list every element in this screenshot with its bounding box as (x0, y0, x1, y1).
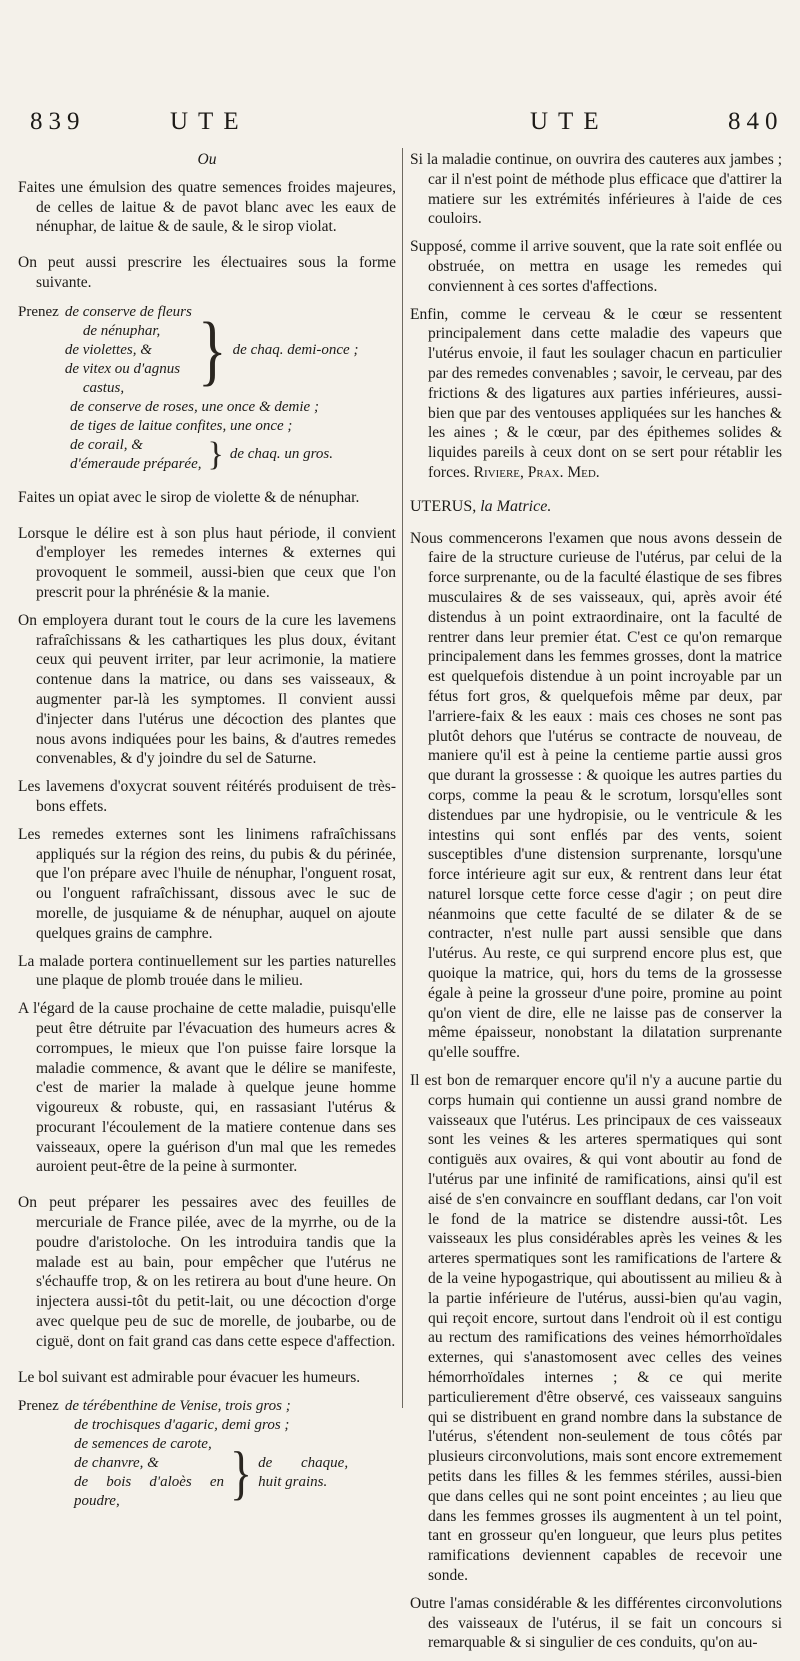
ou-line: Ou (197, 151, 217, 168)
recipe-dose: de chaq. un gros. (229, 446, 334, 463)
paragraph: A l'égard de la cause prochaine de cette maladie, puisqu'elle peut être détruite par l'évacuation des humeurs acres & corrompues, le mieux que l'on puisse faire lorsque la maladie commence, & avant que le délire se manifeste, c'est de marier la malade à quelque jeune homme vigoureux & robuste, qui, en rassasiant l'utérus & procurant l'écoulement de la matiere contenue dans ses vaisseaux, opere la guérison d'un mal que les remedes auroient peut-être de la peine à surmonter. (18, 1000, 396, 1176)
paragraph: La malade portera continuellement sur les parties naturelles une plaque de plomb trouée dans le milieu. (18, 952, 396, 990)
paragraph: Les lavemens d'oxycrat souvent réitérés produisent de très-bons effets. (18, 778, 396, 815)
recipe-item: de conserve de fleurs (64, 303, 192, 320)
paragraph (410, 305, 782, 483)
running-head-right: UTE (530, 108, 609, 135)
brace-glyph: } (197, 307, 227, 394)
paragraph: On employera durant tout le cours de la cure les lavemens rafraîchissans & les cathartiques les plus doux, évitant ceux qui peuvent irriter, par leur acrimonie, la matiere contenue dans la matrice, ou dans ses vaisseaux, & augmenter par-là les symptomes. Il convient aussi d'injecter dans l'utérus une décoction des plantes que nous avons indiquées pour les bains, & d'autres remedes convenables, & d'y joindre du sel de Saturne. (18, 611, 396, 768)
section-heading (410, 497, 782, 517)
recipe-line: de térébenthine de Venise, trois gros ; (64, 1398, 291, 1415)
brace-glyph: } (207, 435, 224, 473)
heading-subtitle: la Matrice. (480, 497, 552, 515)
citation: Riviere, Prax. Med. (473, 463, 600, 481)
paragraph: Faites un opiat avec le sirop de violette & de nénuphar. (18, 488, 360, 506)
left-column (18, 150, 396, 1525)
paragraph: Le bol suivant est admirable pour évacuer les humeurs. (18, 1368, 361, 1386)
recipe-item: castus, (82, 379, 125, 396)
paragraph: Nous commencerons l'examen que nous avons dessein de faire de la structure curieuse de l'utérus, par celui de la force surprenante, ou de la faculté élastique de ses fibres musculaires & de ses vaisseaux, qui, après avoir été distendus à un point extraordinaire, ont la faculté de rentrer dans leur premier état. C'est ce qu'on remarque principalement dans les femmes grosses, dont la matrice est quelquefois distendue à un point incroyable par un fétus fort gros, & quelquefois même par deux, par l'arriere-faix & les eaux : mais ces choses ne sont pas plutôt dehors que l'utérus se contracte de nouveau, de maniere qu'il est à peine la centieme partie aussi gros que durant la grossesse : & quoique les autres parties du corps, comme la peau & le scrotum, lorsqu'elles sont distendues par une hydropisie, ou le ventricule & les intestins qui sont enflés par des vents, soient susceptibles d'une distension surprenante, lorsqu'une force intérieure agit sur eux, & rentrent dans leur état naturel lorsque cette force cesse d'agir ; on peut dire néanmoins que cette faculté de se dilater & de se contracter, n'est nulle part aussi sensible que dans l'utérus. Au reste, ce qui surprend encore plus est, que quoique la matrice, qui, hors du tems de la grossesse égale à peine la grosseur d'une poire, promine au point qu'on vient de dire, elle ne laisse pas de conserver la même épaisseur, nonobstant la dilatation surprenante qu'elle souffre. (410, 529, 782, 1062)
heading-title: UTERUS, (410, 497, 477, 515)
paragraph: On peut préparer les pessaires avec des feuilles de mercuriale de France pilée, avec de la myrrhe, ou de la poudre d'aristoloche. On les introduira tandis que la malade est au bain, pour empêcher que l'utérus ne s'échauffe trop, & on les retirera au bout d'une heure. On injectera aussi-tôt du petit-lait, ou une décoction d'orge avec quelque peu de suc de morelle, de joubarbe, ou de ciguë, dont on fait grand cas dans cette espece d'affection. (18, 1194, 396, 1350)
recipe-line: de trochisques d'agaric, demi gros ; (74, 1417, 290, 1434)
recipe-bolus (18, 1397, 396, 1511)
paragraph: Si la maladie continue, on ouvrira des cauteres aux jambes ; car il n'est point de méthode plus efficace que d'attirer la matiere sur les extrémités inférieures à l'aide de ces couloirs. (410, 151, 782, 228)
paragraph-text: Enfin, comme le cerveau & le cœur se ressentent principalement dans cette maladie des vapeurs que l'utérus envoie, il faut les soulager chacun en particulier par des remedes convenables ; savoir, le cerveau, par des frictions & des ligatures aux parties inférieures, aussi-bien que par des ventouses appliquées sur les hanches & les aines ; & le cœur, par des épithemes solides & liquides pareils à ceux dont on se sert pour rétablir les forces. (410, 305, 782, 481)
paragraph: Faites une émulsion des quatre semences froides majeures, de celles de laitue & de pavot blanc avec les eaux de nénuphar, de laitue & de saule, & le sirop violat. (18, 178, 396, 236)
right-column (410, 150, 782, 1661)
page-header (0, 108, 800, 142)
paragraph: Il est bon de remarquer encore qu'il n'y a aucune partie du corps humain qui contienne un aussi grand nombre de vaisseaux que l'utérus. Les principaux de ces vaisseaux sont les veines & les arteres spermatiques qui sont contiguës aux ovaires, & qui vont aboutir au fond de l'utérus par une infinité de ramifications, ainsi qu'il est aisé de s'en convaincre en soufflant dedans, car l'on voit le fond de la matrice se distendre aussi-tôt. Les vaisseaux les plus considérables après les veines & les arteres spermatiques sont les ramifications de l'artere & de la veine hypogastrique, qui aboutissent au milieu & à la partie inférieure de l'utérus, aussi-bien qu'au vagin, qui reçoit encore, surtout dans l'endroit où il est contigu au rectum des ramifications des veines hémorrhoïdales externes, qui s'anastomosent avec celles des veines hémorrhoïdales internes ; & ce qui merite particulierement d'être observé, ces vaisseaux sanguins qui se distribuent en grand nombre dans la substance de l'utérus, s'étendent non-seulement de tous côtés par plusieurs circonvolutions, mais sont encore extremement petits dans les filles & les femmes stériles, aussi-bien que dans celles qui ne sont point enceintes ; au lieu que dans les femmes grosses ils augmentent à un tel point, tant en grosseur qu'en longueur, que leurs plus petites ramifications deviennent capables de recevoir une sonde. (410, 1072, 782, 1584)
paragraph: Lorsque le délire est à son plus haut période, il convient d'employer les remedes internes & externes qui provoquent le sommeil, aussi-bien que ceux que l'on prescrit pour la phrénésie & la manie. (18, 524, 396, 601)
recipe-item: de semences de carote, (74, 1436, 212, 1453)
recipe-dose: de chaque, huit grains. (258, 1455, 349, 1491)
recipe-item: de corail, & (70, 436, 143, 453)
column-divider (402, 148, 403, 1408)
recipe-item: de nénuphar, (82, 322, 161, 339)
recipe-item: de vitex ou d'agnus (64, 360, 181, 377)
paragraph: Outre l'amas considérable & les différentes circonvolutions des vaisseaux de l'utérus, il se fait un concours si remarquable & si singulier de ces conduits, qu'on au- (410, 1594, 782, 1652)
paragraph: Supposé, comme il arrive souvent, que la rate soit enflée ou obstruée, on mettra en usage les remedes qui conviennent à ces sortes d'affections. (410, 238, 782, 295)
running-head-left: UTE (170, 108, 249, 135)
recipe-dose: de chaq. demi-once ; (232, 341, 359, 358)
recipe-electuary (18, 303, 396, 474)
recipe-item: d'émeraude préparée, (70, 455, 202, 472)
recipe-line: de tiges de laitue confites, une once ; (70, 417, 293, 434)
page-number-left: 839 (30, 108, 86, 135)
recipe-item: de chanvre, & (74, 1455, 159, 1472)
recipe-prenez: Prenez (18, 303, 59, 320)
recipe-line: de conserve de roses, une once & demie ; (70, 398, 319, 415)
recipe-prenez: Prenez (18, 1398, 59, 1415)
paragraph: Les remedes externes sont les linimens rafraîchissans appliqués sur la région des reins, du pubis & du périnée, que l'on prépare avec l'huile de nénuphar, l'onguent rosat, ou l'onguent rafraîchissant, dissous avec le suc de morelle, de jusquiame & de nénuphar, auquel on ajoute quelques grains de camphre. (18, 825, 396, 942)
brace-glyph: } (230, 1439, 253, 1506)
paragraph: On peut aussi prescrire les électuaires sous la forme suivante. (18, 254, 396, 291)
page-number-right: 840 (728, 108, 784, 135)
recipe-item: de violettes, & (64, 341, 152, 358)
recipe-item: de bois d'aloès en poudre, (74, 1474, 224, 1510)
